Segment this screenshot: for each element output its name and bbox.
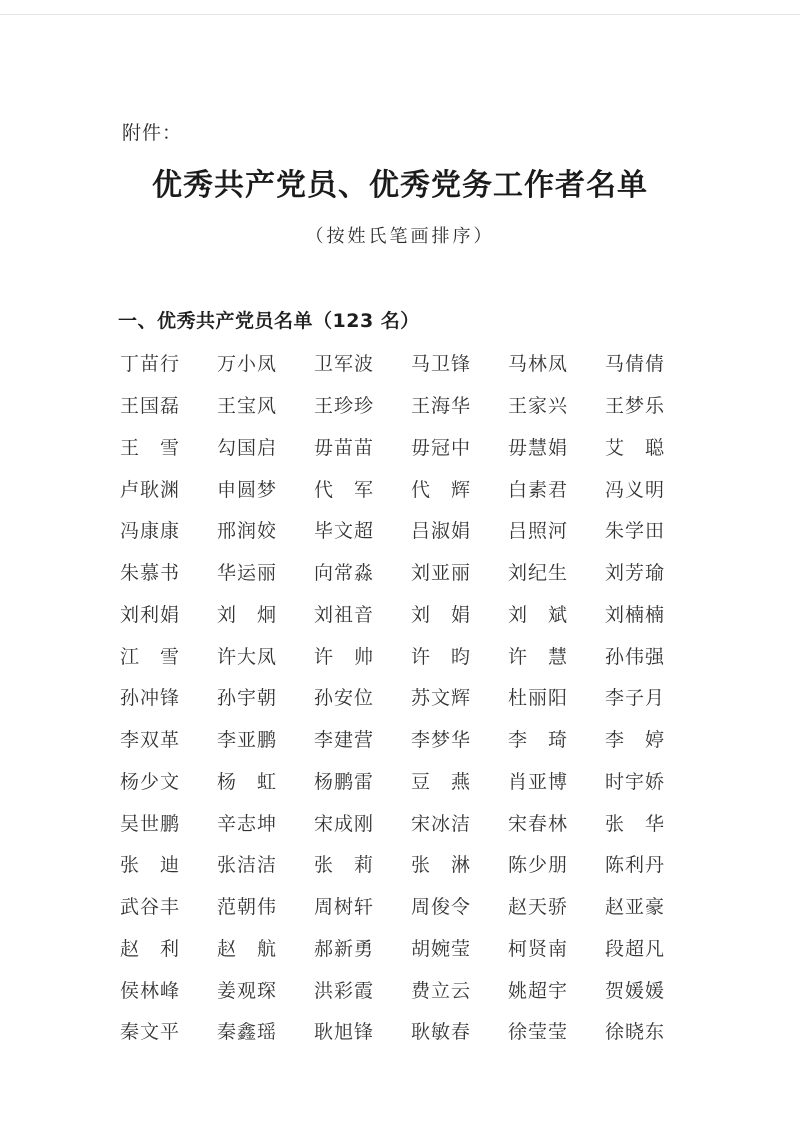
name-entry: 代 辉 [411, 478, 472, 501]
name-entry: 姜观琛 [217, 979, 278, 1002]
name-entry: 辛志坤 [217, 812, 278, 835]
name-entry: 徐晓东 [605, 1021, 666, 1044]
name-entry: 耿敏春 [411, 1021, 472, 1044]
name-entry: 段超凡 [605, 937, 666, 960]
name-entry: 肖亚博 [508, 770, 569, 793]
name-entry: 杜丽阳 [508, 687, 569, 710]
name-entry: 李子月 [605, 687, 666, 710]
name-entry: 郝新勇 [314, 937, 375, 960]
name-entry: 吕照河 [508, 520, 569, 543]
name-entry: 孙冲锋 [120, 687, 181, 710]
name-entry: 李 婷 [605, 729, 666, 752]
name-entry: 赵 航 [217, 937, 278, 960]
name-entry: 柯贤南 [508, 937, 569, 960]
name-entry: 许 慧 [508, 645, 569, 668]
name-entry: 张 华 [605, 812, 666, 835]
name-entry: 苏文辉 [411, 687, 472, 710]
name-entry: 费立云 [411, 979, 472, 1002]
name-entry: 吕淑娟 [411, 520, 472, 543]
name-entry: 勾国启 [217, 436, 278, 459]
name-entry: 陈利丹 [605, 854, 666, 877]
name-entry: 冯康康 [120, 520, 181, 543]
name-entry: 王梦乐 [605, 395, 666, 418]
name-entry: 杨鹏雷 [314, 770, 375, 793]
name-entry: 洪彩霞 [314, 979, 375, 1002]
name-entry: 艾 聪 [605, 436, 666, 459]
name-entry: 王国磊 [120, 395, 181, 418]
name-entry: 宋成刚 [314, 812, 375, 835]
name-list-grid [120, 344, 720, 1054]
name-entry: 申圆梦 [217, 478, 278, 501]
name-entry: 卫军波 [314, 353, 375, 376]
name-entry: 王宝风 [217, 395, 278, 418]
name-entry: 宋冰洁 [411, 812, 472, 835]
name-entry: 陈少朋 [508, 854, 569, 877]
name-entry: 李建营 [314, 729, 375, 752]
name-entry: 马倩倩 [605, 353, 666, 376]
name-entry: 胡婉莹 [411, 937, 472, 960]
name-entry: 吴世鹏 [120, 812, 181, 835]
name-entry: 孙伟强 [605, 645, 666, 668]
name-entry: 王家兴 [508, 395, 569, 418]
name-entry: 许大凤 [217, 645, 278, 668]
name-entry: 刘 斌 [508, 603, 569, 626]
name-entry: 李梦华 [411, 729, 472, 752]
name-entry: 秦鑫瑶 [217, 1021, 278, 1044]
name-entry: 时宇娇 [605, 770, 666, 793]
name-entry: 张 淋 [411, 854, 472, 877]
name-entry: 邢润姣 [217, 520, 278, 543]
name-entry: 华运丽 [217, 562, 278, 585]
name-entry: 卢耿渊 [120, 478, 181, 501]
name-entry: 秦文平 [120, 1021, 181, 1044]
name-entry: 耿旭锋 [314, 1021, 375, 1044]
name-entry: 马林凤 [508, 353, 569, 376]
name-entry: 刘芳瑜 [605, 562, 666, 585]
name-entry: 张洁洁 [217, 854, 278, 877]
name-entry: 刘利娟 [120, 603, 181, 626]
section-heading-excellent-members: 一、优秀共产党员名单（123 名） [118, 310, 420, 332]
name-entry: 朱学田 [605, 520, 666, 543]
name-entry: 王珍珍 [314, 395, 375, 418]
name-entry: 毕文超 [314, 520, 375, 543]
name-entry: 豆 燕 [411, 770, 472, 793]
name-entry: 李亚鹏 [217, 729, 278, 752]
name-entry: 刘 娟 [411, 603, 472, 626]
name-entry: 万小凤 [217, 353, 278, 376]
name-entry: 武谷丰 [120, 896, 181, 919]
name-entry: 杨 虹 [217, 770, 278, 793]
name-entry: 王 雪 [120, 436, 181, 459]
name-entry: 冯义明 [605, 478, 666, 501]
name-entry: 张 莉 [314, 854, 375, 877]
name-entry: 贺媛媛 [605, 979, 666, 1002]
name-entry: 代 军 [314, 478, 375, 501]
name-entry: 李 琦 [508, 729, 569, 752]
name-entry: 李双革 [120, 729, 181, 752]
name-entry: 白素君 [508, 478, 569, 501]
name-entry: 刘纪生 [508, 562, 569, 585]
name-entry: 丁苗行 [120, 353, 181, 376]
name-entry: 周俊令 [411, 896, 472, 919]
name-entry: 宋春林 [508, 812, 569, 835]
name-entry: 刘祖音 [314, 603, 375, 626]
name-entry: 范朝伟 [217, 896, 278, 919]
name-entry: 赵亚豪 [605, 896, 666, 919]
attachment-label: 附件： [122, 122, 183, 144]
name-entry: 孙宇朝 [217, 687, 278, 710]
name-entry: 刘楠楠 [605, 603, 666, 626]
name-entry: 刘 炯 [217, 603, 278, 626]
name-entry: 孙安位 [314, 687, 375, 710]
name-entry: 许 帅 [314, 645, 375, 668]
document-subtitle: （按姓氏笔画排序） [305, 226, 495, 247]
name-entry: 侯林峰 [120, 979, 181, 1002]
name-entry: 杨少文 [120, 770, 181, 793]
name-entry: 刘亚丽 [411, 562, 472, 585]
name-entry: 张 迪 [120, 854, 181, 877]
name-entry: 赵 利 [120, 937, 181, 960]
name-entry: 向常淼 [314, 562, 375, 585]
name-entry: 马卫锋 [411, 353, 472, 376]
name-entry: 赵天骄 [508, 896, 569, 919]
name-entry: 姚超宇 [508, 979, 569, 1002]
name-entry: 徐莹莹 [508, 1021, 569, 1044]
name-entry: 毋慧娟 [508, 436, 569, 459]
name-entry: 王海华 [411, 395, 472, 418]
name-entry: 周树轩 [314, 896, 375, 919]
name-entry: 毋冠中 [411, 436, 472, 459]
name-entry: 许 昀 [411, 645, 472, 668]
name-entry: 毋苗苗 [314, 436, 375, 459]
name-entry: 江 雪 [120, 645, 181, 668]
document-title: 优秀共产党员、优秀党务工作者名单 [152, 168, 648, 203]
name-entry: 朱慕书 [120, 562, 181, 585]
